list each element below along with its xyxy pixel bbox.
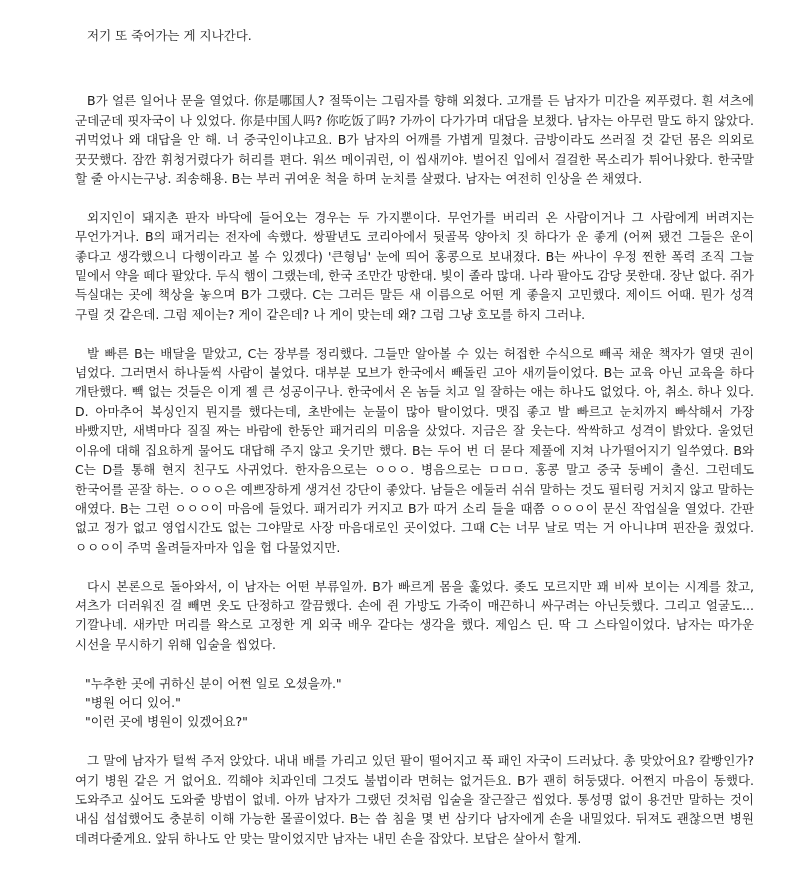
paragraph: B가 얼른 일어나 문을 열었다. 你是哪国人? 절뚝이는 그림자를 향해 외쳤다. 고개를 든 남자가 미간을 찌푸렸다. 흰 셔츠에 군데군데 핏자국이 나 있었다. 你是中国人吗? 你吃饭了吗? 가까이 다가가며 대답을 보챘다. 남자는 아무런 말도 하지 않았다. 귀먹었나 왜 대답을 안 해. 너 중국인이냐고요. B가 남자의 어깨를 가볍게 밀쳤다. 금방이라도 쓰러질 것 같던 몸은 의외로 꿋꿋했다. 잠깐 휘청거렸다가 허리를 편다. 워쓰 메이궈런, 이 씹새끼야. 벌어진 입에서 걸걸한 목소리가 튀어나왔다. 한국말 할 줄 아시는구낭. 죄송해용. B는 부러 귀여운 척을 하며 눈치를 살폈다. 남자는 여전히 인상을 쓴 채였다.	[75, 93, 754, 187]
paragraph: 그 말에 남자가 털썩 주저 앉았다. 내내 배를 가리고 있던 팔이 떨어지고 푹 패인 자국이 드러났다. 총 맞았어요? 칼빵인가? 여기 병원 같은 거 없어요. 끽해야 치과인데 그것도 불법이라 면허는 없거든요. B가 괜히 허둥댔다. 어쩐지 마음이 동했다. 도와주고 싶어도 도와줄 방법이 없네. 아까 남자가 그랬던 것처럼 입술을 잘근잘근 씹었다. 통성명 없이 용건만 말하는 것이 내심 섭섭했어도 충분히 이해 가능한 몰골이었다. B는 씁 침을 몇 번 삼키다 남자에게 손을 내밀었다. 뒤져도 괜찮으면 병원 데려다줄게요. 앞뒤 하나도 안 맞는 말이었지만 남자는 내민 손을 잡았다. 보답은 살아서 할게.	[75, 753, 754, 846]
dialogue-line: "누추한 곳에 귀하신 분이 어쩐 일로 오셨을까."	[85, 675, 342, 691]
paragraph: 외지인이 돼지촌 판자 바닥에 들어오는 경우는 두 가지뿐이다. 무언가를 버리러 온 사람이거나 그 사람에게 버려지는 무언가거나. B의 패거리는 전자에 속했다. 쌍팔년도 코리아에서 뒷골목 양아치 짓 하다가 운 좋게 (어쩌 됐건 그들은 운이 좋다고 생각했으니 다행이라고 볼 수 있겠다) '큰형님' 눈에 띄어 홍콩으로 보내졌다. B는 싸나이 우정 찐한 폭력 조직 그늘 밑에서 약을 떼다 팔았다. 두식 햄이 그랬는데, 한국 조만간 망한대. 빛이 졸라 많대. 나라 팔아도 감당 못한대. 장난 없다. 쥐가 득실대는 곳에 책상을 놓으며 B가 그랬다. C는 그러든 말든 새 이름으로 어떤 게 좋을지 고민했다. 제이드 어때. 뭔가 성격 구릴 것 같은데. 그럼 제이는? 게이 같은데? 나 게이 맞는데 왜? 그럼 그냥 호모를 하지 그러냐.	[75, 209, 754, 322]
paragraph: 발 빠른 B는 배달을 맡았고, C는 장부를 정리했다. 그들만 알아볼 수 있는 허접한 수식으로 빼곡 채운 책자가 열댓 권이 넘었다. 그러면서 하나둘씩 사람이 붙었다. 대부분 모브가 한국에서 빼돌린 고아 새끼들이었다. B는 교육 아닌 교육을 하다 개탄했다. 빽 없는 것들은 이게 젤 큰 성공이구나. 한국에서 온 놈들 치고 일 잘하는 애는 하나도 없었다. 아, 취소. 하나 있다. D. 아마추어 복싱인지 뭔지를 했다는데, 초반에는 눈물이 많아 탈이었다. 맷집 좋고 발 빠르고 눈치까지 빠삭해서 가장 바빴지만, 새벽마다 질질 짜는 바람에 한동안 패거리의 미움을 샀었다. 지금은 잘 웃는다. 싹싹하고 성격이 밝았다. 울었던 이유에 대해 집요하게 물어도 대답해 주지 않고 웃기만 했다. B는 두어 번 더 묻다 제풀에 지쳐 나가떨어지기 일쑤였다. B와 C는 D를 통해 현지 친구도 사귀었다. 한자음으로는 ㅇㅇㅇ. 병음으로는 ㅁㅁㅁ. 홍콩 말고 중국 둥베이 출신. 그런데도 한국어를 곧잘 하는. ㅇㅇㅇ은 예쁘장하게 생겨선 강단이 좋았다. 남들은 에둘러 쉬쉬 말하는 것도 필터링 거치지 않고 말하는 애였다. B는 그런 ㅇㅇㅇ이 마음에 들었다. 패거리가 커지고 B가 따거 소리 들을 때쯤 ㅇㅇㅇ이 문신 작업실을 열었다. 간판 없고 정가 없고 영업시간도 없는 그야말로 사장 마음대로인 곳이었다. 그때 C는 너무 날로 먹는 거 아니냐며 핀잔을 줬었다. ㅇㅇㅇ이 주먹 올려들자마자 입을 헙 다물었지만.	[75, 345, 754, 555]
dialogue-block	[75, 674, 754, 732]
dialogue-line: "이런 곳에 병원이 있겠어요?"	[85, 714, 248, 730]
paragraph: 저기 또 죽어가는 게 지나간다.	[87, 28, 252, 43]
paragraph: 다시 본론으로 돌아와서, 이 남자는 어떤 부류일까. B가 빠르게 몸을 훑었다. 좆도 모르지만 꽤 비싸 보이는 시계를 찼고, 셔츠가 더러워진 걸 빼면 옷도 단정하고 깔끔했다. 손에 쥔 가방도 가죽이 매끈하니 싸구려는 아닌듯했다. 그리고 얼굴도... 기깔나네. 새카만 머리를 왁스로 고정한 게 외국 배우 같다는 생각을 했다. 제임스 딘. 딱 그 스타일이었다. 남자는 따가운 시선을 무시하기 위해 입술을 씹었다.	[75, 578, 754, 652]
dialogue-line: "병원 어디 있어."	[85, 694, 181, 710]
